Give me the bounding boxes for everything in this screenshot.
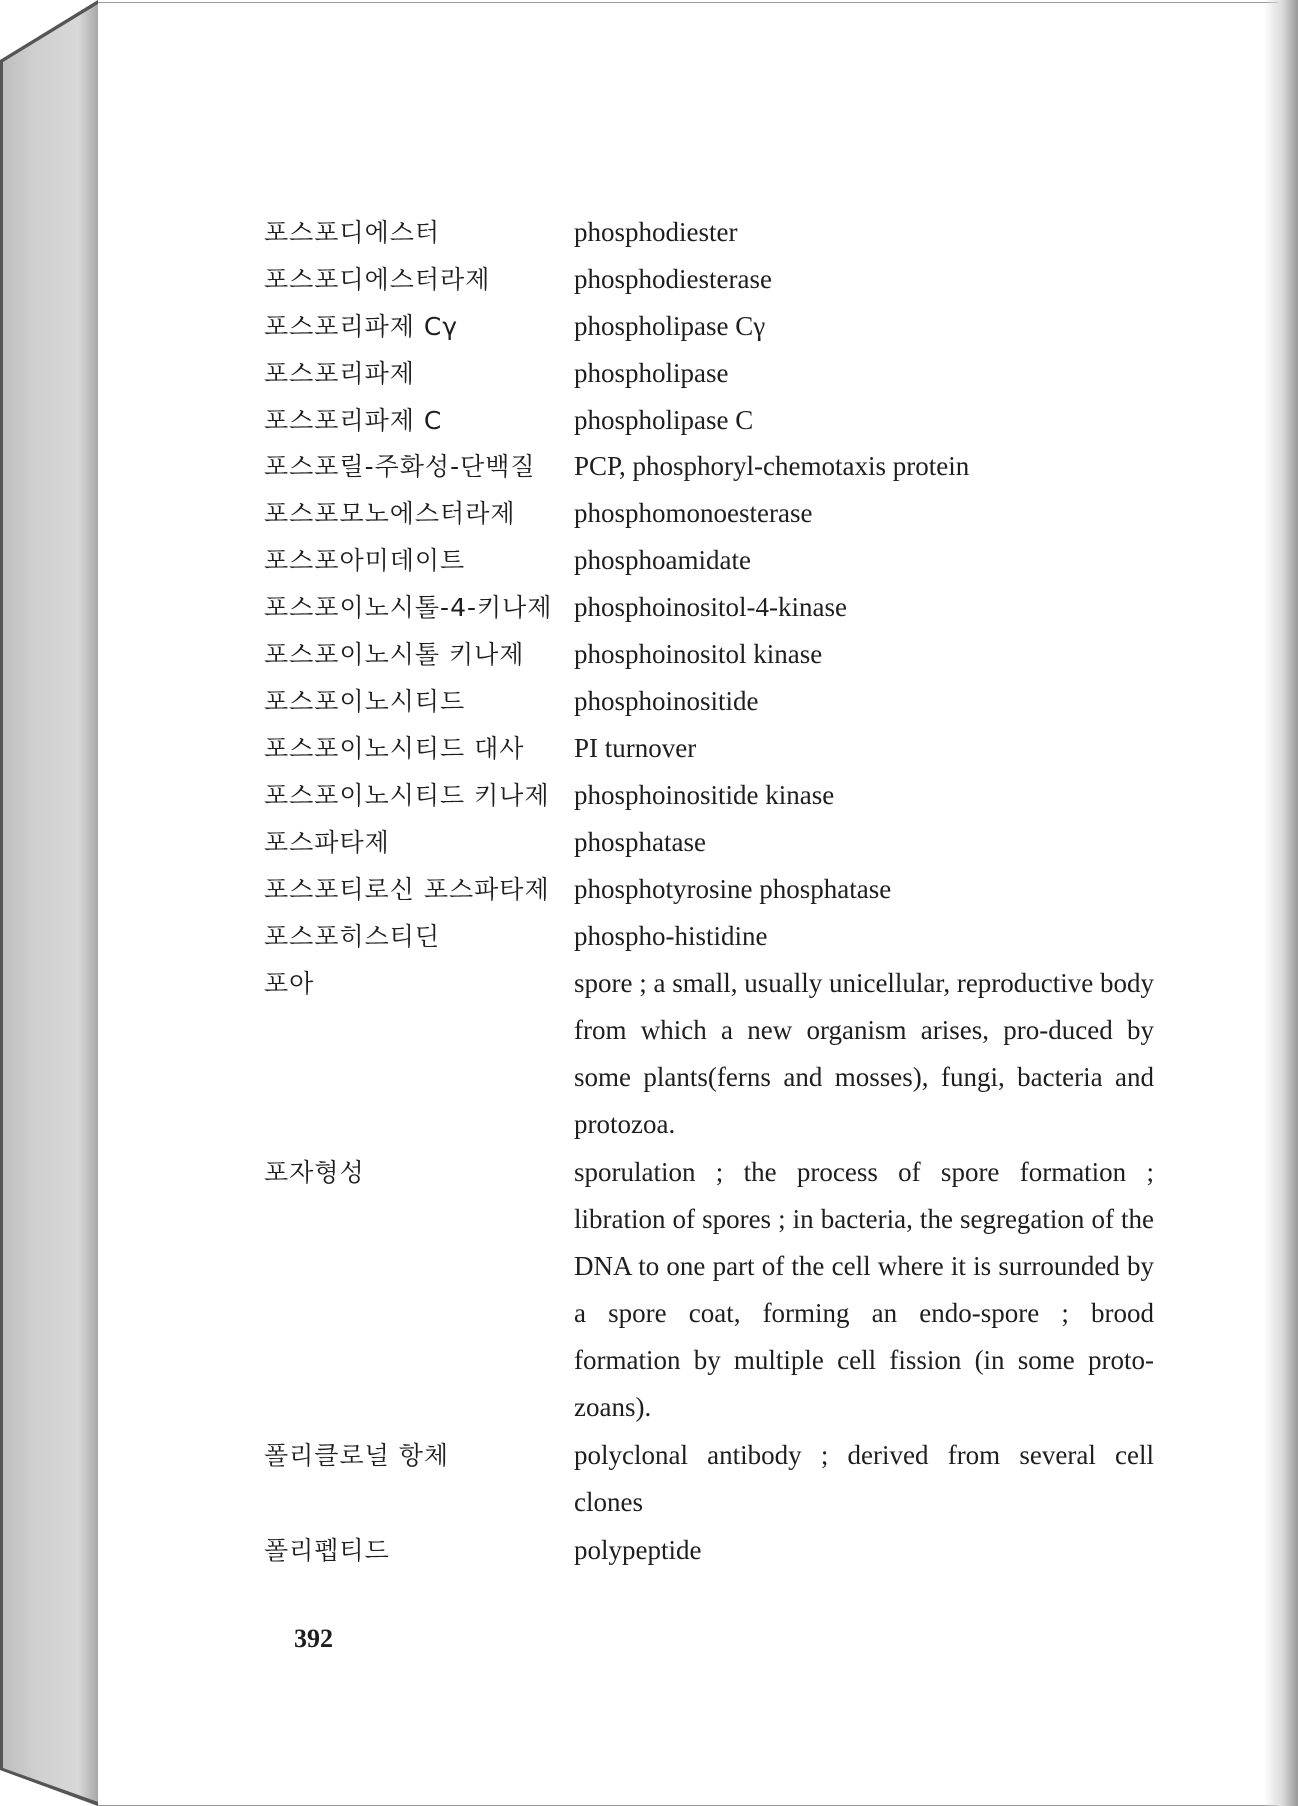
english-definition: phospholipase Cγ [574, 311, 766, 341]
english-definition: phosphoinositide [574, 686, 759, 716]
glossary-entry [264, 725, 1164, 772]
glossary-entry [264, 303, 1164, 350]
korean-term: 포스포디에스터 [264, 218, 441, 247]
korean-term: 폴리클로널 항체 [264, 1441, 449, 1470]
english-definition: PCP, phosphoryl-chemotaxis protein [574, 451, 970, 481]
korean-term: 폴리펩티드 [264, 1536, 390, 1565]
english-definition: PI turnover [574, 733, 697, 763]
english-definition: phosphodiester [574, 217, 738, 247]
glossary-entry [264, 397, 1164, 444]
korean-term: 포아 [264, 969, 315, 998]
english-definition: phosphoamidate [574, 545, 751, 575]
korean-term: 포스포이노시톨-4-키나제 [264, 593, 553, 622]
english-definition: spore ; a small, usually unicellular, reproductive body from which a new organism arises, pro-duced by some plants(ferns and mosses), fungi, bacteria and protozoa. [574, 968, 1155, 1139]
english-definition: phosphoinositol-4-kinase [574, 592, 847, 622]
glossary-entry [264, 490, 1164, 537]
korean-term: 포스포모노에스터라제 [264, 499, 516, 528]
korean-term: 포스포리파제 [264, 359, 415, 388]
glossary-entry [264, 256, 1164, 303]
korean-term: 포스포이노시티드 [264, 687, 466, 716]
glossary-entry [264, 819, 1164, 866]
glossary-entry [264, 1149, 1164, 1431]
english-definition: phosphoinositol kinase [574, 639, 823, 669]
korean-term: 포스포이노시톨 키나제 [264, 640, 525, 669]
glossary-entry [264, 866, 1164, 913]
english-definition: phosphomonoesterase [574, 498, 813, 528]
korean-term: 포스포리파제 Cγ [264, 312, 459, 341]
glossary-entry [264, 1527, 1164, 1574]
page-number: 392 [294, 1624, 333, 1653]
korean-term: 포스포히스티딘 [264, 922, 441, 951]
glossary-entry [264, 960, 1164, 1148]
glossary-entry [264, 913, 1164, 960]
english-definition: polyclonal antibody ; derived from several cell clones [574, 1440, 1154, 1517]
glossary-entry [264, 209, 1164, 256]
korean-term: 포스포이노시티드 대사 [264, 734, 525, 763]
glossary-entry [264, 678, 1164, 725]
english-definition: phosphoinositide kinase [574, 780, 835, 810]
korean-term: 포스포디에스터라제 [264, 265, 491, 294]
book-spine [0, 0, 98, 1806]
english-definition: phospholipase [574, 358, 729, 388]
korean-term: 포스포아미데이트 [264, 546, 466, 575]
glossary-entry [264, 537, 1164, 584]
glossary-entry [264, 1432, 1164, 1526]
korean-term: 포자형성 [264, 1158, 365, 1187]
korean-term: 포스포티로신 포스파타제 [264, 875, 550, 904]
english-definition: sporulation ; the process of spore formation ; libration of spores ; in bacteria, the segregation of the DNA to one part of the cell where it is surrounded by a spore coat, forming an endo-spore ; brood formation by multiple cell fission (in some proto-zoans). [574, 1157, 1154, 1422]
english-definition: phosphatase [574, 827, 706, 857]
english-definition: phospholipase C [574, 405, 754, 435]
glossary-entry [264, 350, 1164, 397]
glossary-entry [264, 584, 1164, 631]
glossary-entry [264, 443, 1164, 490]
glossary-entry [264, 772, 1164, 819]
korean-term: 포스파타제 [264, 828, 390, 857]
korean-term: 포스포릴-주화성-단백질 [264, 452, 536, 481]
korean-term: 포스포리파제 C [264, 406, 443, 435]
page-edge-shadow [1264, 0, 1298, 1806]
english-definition: phospho-histidine [574, 921, 768, 951]
english-definition: phosphodiesterase [574, 264, 772, 294]
english-definition: polypeptide [574, 1535, 702, 1565]
english-definition: phosphotyrosine phosphatase [574, 874, 892, 904]
glossary-entry [264, 631, 1164, 678]
korean-term: 포스포이노시티드 키나제 [264, 781, 550, 810]
